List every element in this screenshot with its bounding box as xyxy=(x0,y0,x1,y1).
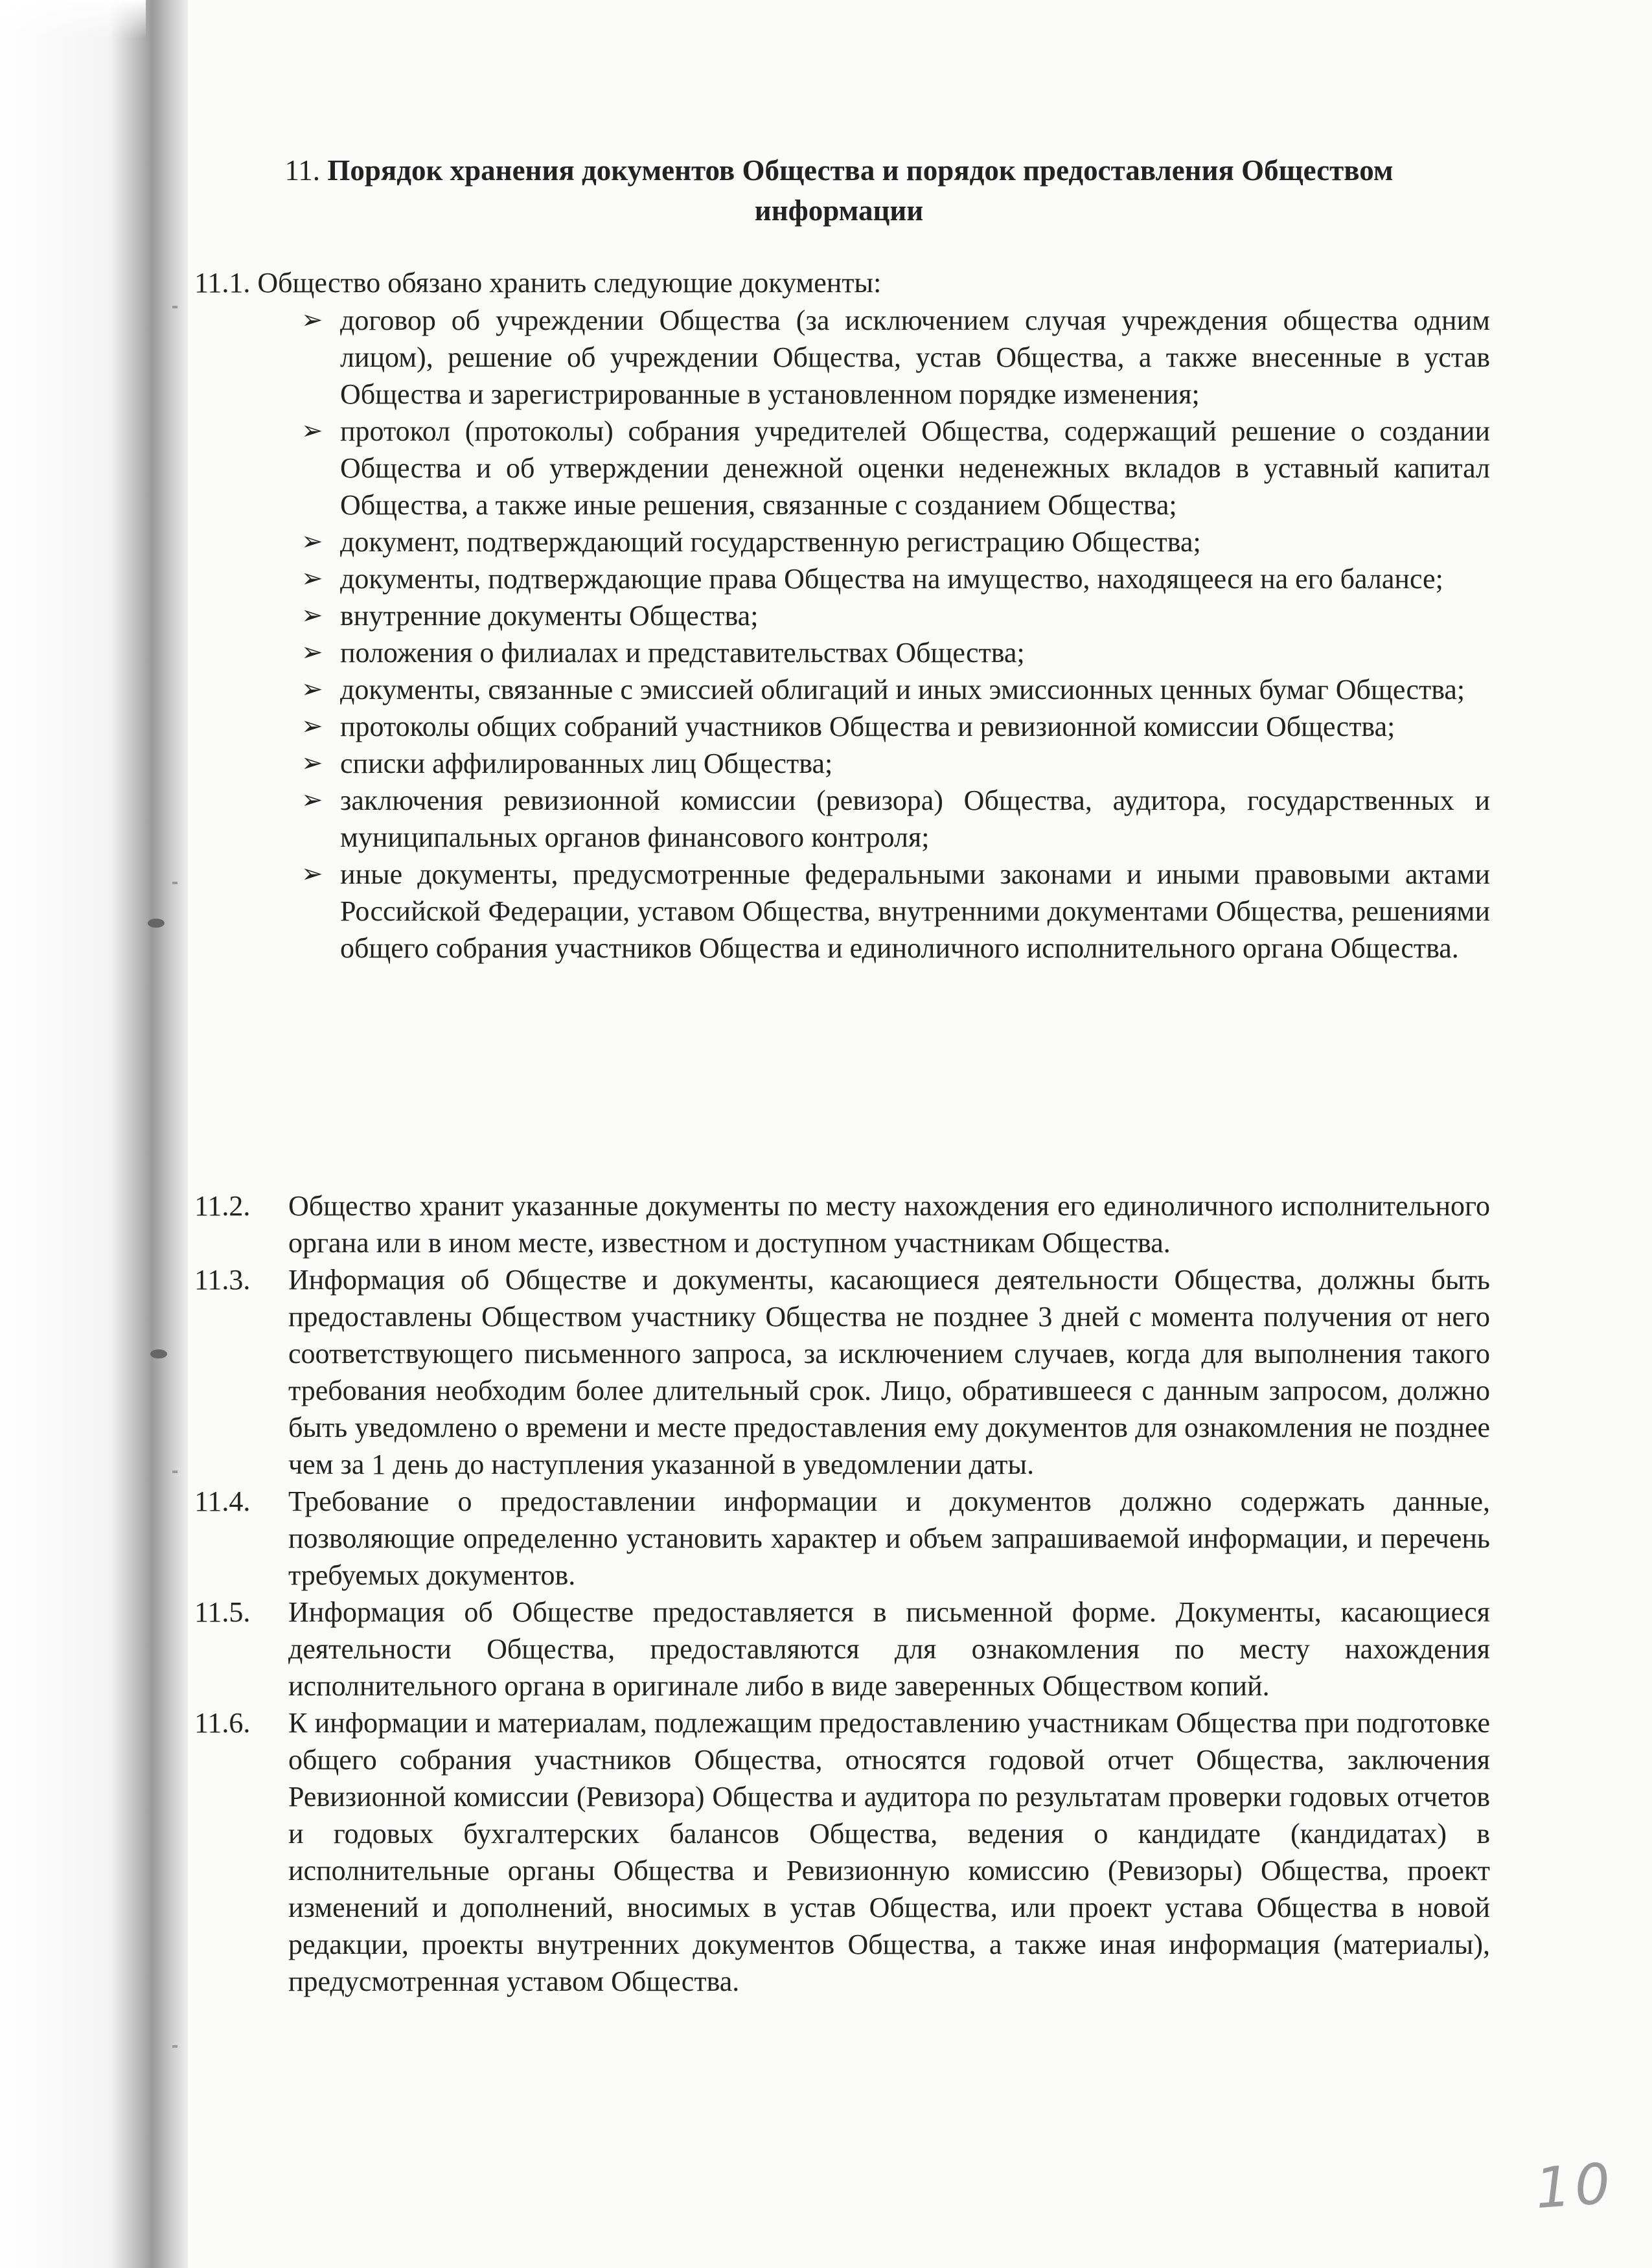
clause-number: 11.1. xyxy=(194,267,251,299)
section-number: 11. xyxy=(284,154,321,187)
clause-number: 11.2. xyxy=(194,1190,251,1222)
clause-11-4 xyxy=(194,1483,1490,1594)
clause-number: 11.5. xyxy=(194,1596,251,1628)
binding-hole xyxy=(148,919,165,928)
list-item: ➢ документ, подтверждающий государственную регистрацию Общества; xyxy=(301,523,1490,560)
clause-11-3 xyxy=(194,1261,1490,1483)
binding-hole xyxy=(150,1349,167,1358)
list-item: ➢ протоколы общих собраний участников Общества и ревизионной комиссии Общества; xyxy=(301,708,1490,745)
clause-number: 11.3. xyxy=(194,1264,251,1296)
handwritten-page-number: 10 xyxy=(1533,2151,1616,2222)
list-item: ➢ внутренние документы Общества; xyxy=(301,597,1490,634)
clause-11-5 xyxy=(194,1594,1490,1704)
clause-11-6 xyxy=(194,1704,1490,2000)
document-page xyxy=(194,0,1509,2268)
clause-11-2 xyxy=(194,1187,1490,1261)
documents-list xyxy=(301,302,1490,967)
list-item: ➢ списки аффилированных лиц Общества; xyxy=(301,745,1490,782)
clause-text: Общество обязано хранить следующие документы: xyxy=(257,267,882,299)
scan-binding-edge xyxy=(0,0,188,2268)
clause-number: 11.6. xyxy=(194,1707,251,1739)
list-item: ➢ документы, связанные с эмиссией облигаций и иных эмиссионных ценных бумаг Общества; xyxy=(301,671,1490,708)
clause-text: Информация об Обществе и документы, касающиеся деятельности Общества, должны быть предоставлены Обществом участнику Общества не позднее 3 дней с момента получения от него соответствующего письменного запроса, за исключением случаев, когда для выполнения такого требования необходим более длительный срок. Лицо, обратившееся с данным запросом, должно быть уведомлено о времени и месте предоставления ему документов для ознакомления не позднее чем за 1 день до наступления указанной в уведомлении даты. xyxy=(288,1264,1490,1480)
clause-text: Информация об Обществе предоставляется в письменной форме. Документы, касающиеся деятельности Общества, предоставляются для ознакомления по месту нахождения исполнительного органа в оригинале либо в виде заверенных Обществом копий. xyxy=(288,1596,1490,1702)
list-item: ➢ протокол (протоколы) собрания учредителей Общества, содержащий решение о создании Общества и об утверждении денежной оценки неденежных вкладов в уставный капитал Общества, а также иные решения, связанные с созданием Общества; xyxy=(301,413,1490,523)
list-item: ➢ положения о филиалах и представительствах Общества; xyxy=(301,634,1490,671)
clause-text: Требование о предоставлении информации и документов должно содержать данные, позволяющие определенно установить характер и объем запрашиваемой информации, и перечень требуемых документов. xyxy=(288,1485,1490,1591)
section-heading xyxy=(207,150,1471,231)
list-item: ➢ документы, подтверждающие права Общества на имущество, находящееся на его балансе; xyxy=(301,560,1490,597)
list-item: ➢ договор об учреждении Общества (за исключением случая учреждения общества одним лицом), решение об учреждении Общества, устав Общества, а также внесенные в устав Общества и зарегистрированные в установленном порядке изменения; xyxy=(301,302,1490,413)
clause-text: Общество хранит указанные документы по месту нахождения его единоличного исполнительного органа или в ином месте, известном и доступном участникам Общества. xyxy=(288,1190,1490,1259)
clause-11-1-intro xyxy=(194,264,1490,301)
clause-number: 11.4. xyxy=(194,1485,251,1517)
section-title: Порядок хранения документов Общества и порядок предоставления Обществом информации xyxy=(327,154,1394,227)
clauses xyxy=(194,1187,1490,2000)
list-item: ➢ заключения ревизионной комиссии (ревизора) Общества, аудитора, государственных и муниципальных органов финансового контроля; xyxy=(301,782,1490,856)
list-item: ➢ иные документы, предусмотренные федеральными законами и иными правовыми актами Российской Федерации, уставом Общества, внутренними документами Общества, решениями общего собрания участников Общества и единоличного исполнительного органа Общества. xyxy=(301,856,1490,967)
clause-text: К информации и материалам, подлежащим предоставлению участникам Общества при подготовке общего собрания участников Общества, относятся годовой отчет Общества, заключения Ревизионной комиссии (Ревизора) Общества и аудитора по результатам проверки годовых отчетов и годовых бухгалтерских балансов Общества, ведения о кандидате (кандидатах) в исполнительные органы Общества и Ревизионную комиссию (Ревизоры) Общества, проект изменений и дополнений, вносимых в устав Общества, или проект устава Общества в новой редакции, проекты внутренних документов Общества, а также иная информация (материалы), предусмотренная уставом Общества. xyxy=(288,1707,1490,1997)
